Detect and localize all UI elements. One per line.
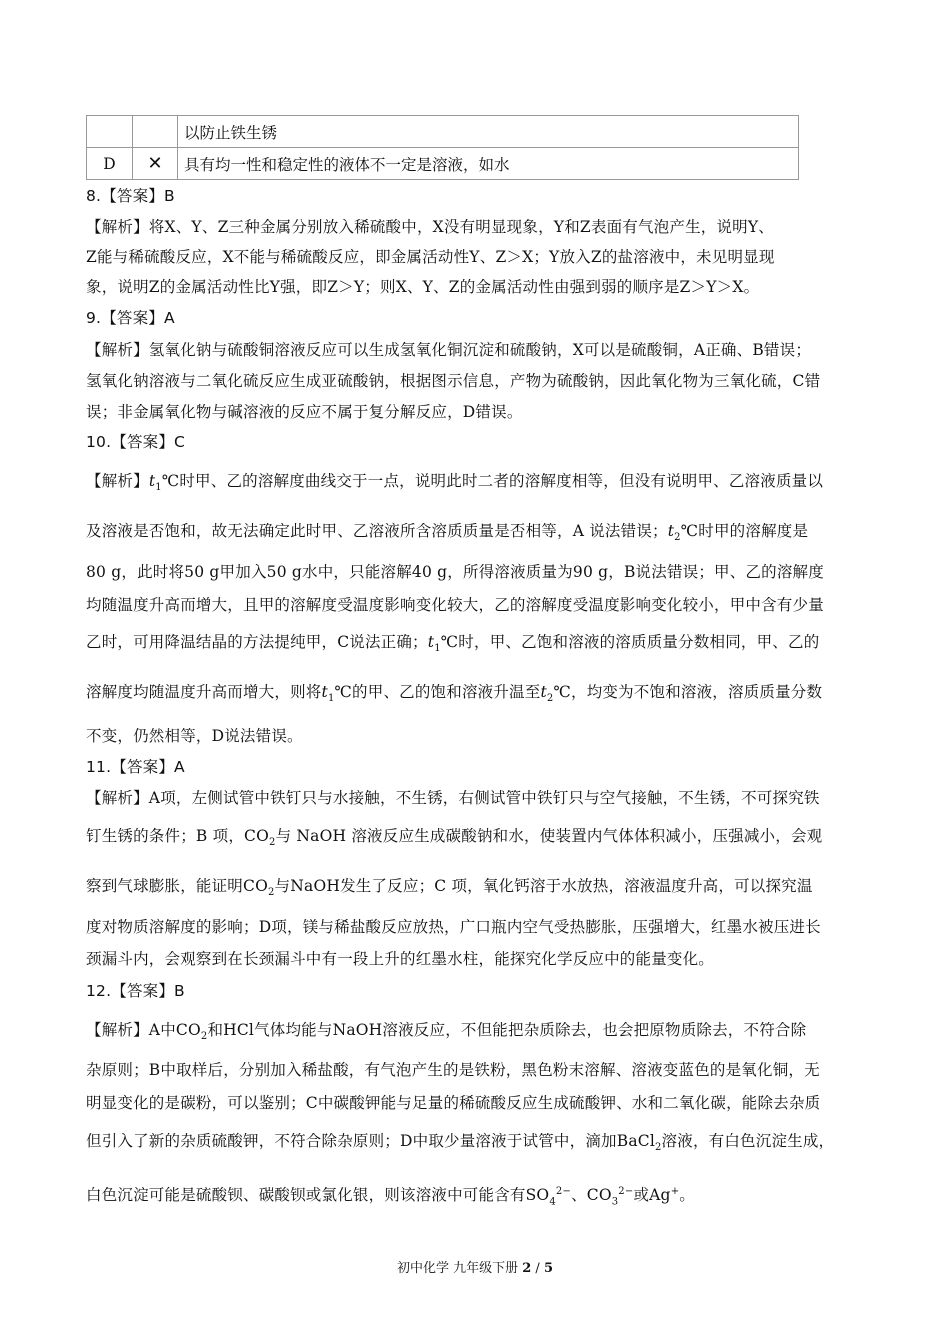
q8-line-2: Z能与稀硫酸反应，X不能与稀硫酸反应，即金属活动性Y、Z＞X；Y放入Z的盐溶液中，未见明显现 bbox=[86, 248, 775, 266]
q11-line-5: 颈漏斗内，会观察到在长颈漏斗中有一段上升的红墨水柱，能探究化学反应中的能量变化。 bbox=[86, 950, 715, 968]
table-cell-mark: ✕ bbox=[133, 148, 178, 180]
q8-line-1: 【解析】将X、Y、Z三种金属分别放入稀硫酸中，X没有明显现象，Y和Z表面有气泡产生，说明Y、 bbox=[86, 218, 775, 236]
q10-line-2: 及溶液是否饱和，故无法确定此时甲、乙溶液所含溶质质量是否相等，A 说法错误；$t_2℃$时甲的溶解度是 bbox=[86, 522, 809, 544]
q9-line-1: 【解析】氢氧化钠与硫酸铜溶液反应可以生成氢氧化铜沉淀和硫酸钠，X可以是硫酸铜，A正确、B错误； bbox=[86, 341, 812, 359]
q10-line-3: 80 g，此时将50 g甲加入50 g水中，只能溶解40 g，所得溶液质量为90 g，B说法错误；甲、乙的溶解度 bbox=[86, 563, 824, 581]
q12-line-1: 【解析】A中$CO_2$和HCl气体均能与NaOH溶液反应，不但能把杂质除去，也会把原物质除去，不符合除 bbox=[86, 1021, 807, 1043]
q8-answer: 8.【答案】B bbox=[86, 187, 175, 205]
q12-line-5: 白色沉淀可能是硫酸钡、碳酸钡或氯化银，则该溶液中可能含有$SO_4^{2-}$、$CO_3^{2-}$或Ag+。 bbox=[86, 1186, 695, 1208]
q11-line-3: 察到气球膨胀，能证明$CO_2$与NaOH发生了反应；C 项，氧化钙溶于水放热，溶液温度升高，可以探究温 bbox=[86, 877, 813, 899]
q10-line-5: 乙时，可用降温结晶的方法提纯甲，C说法正确；$t_1℃$时，甲、乙饱和溶液的溶质质量分数相同，甲、乙的 bbox=[86, 633, 820, 655]
q10-line-4: 均随温度升高而增大，且甲的溶解度受温度影响变化较大，乙的溶解度受温度影响变化较小，甲中含有少量 bbox=[86, 596, 824, 614]
answer-table bbox=[86, 115, 799, 180]
q8-line-3: 象，说明Z的金属活动性比Y强，即Z＞Y；则X、Y、Z的金属活动性由强到弱的顺序是Z＞Y＞X。 bbox=[86, 278, 760, 296]
page-total: 5 bbox=[543, 1261, 553, 1276]
table-cell-text: 以防止铁生锈 bbox=[178, 116, 799, 148]
q10-line-6: 溶解度均随温度升高而增大，则将$t_1℃$的甲、乙的饱和溶液升温至$t_2℃$，均变为不饱和溶液，溶质质量分数 bbox=[86, 683, 823, 705]
page-footer: 初中化学 九年级下册 2 / 5 bbox=[396, 1261, 553, 1276]
q9-line-3: 误；非金属氧化物与碱溶液的反应不属于复分解反应，D错误。 bbox=[86, 403, 523, 421]
q12-line-2: 杂原则；B中取样后，分别加入稀盐酸，有气泡产生的是铁粉，黑色粉末溶解、溶液变蓝色的是氧化铜，无 bbox=[86, 1061, 820, 1079]
q12-line-4: 但引入了新的杂质硫酸钾，不符合除杂原则；D中取少量溶液于试管中，滴加BaCl$_2$溶液，有白色沉淀生成， bbox=[86, 1132, 835, 1154]
q11-answer: 11.【答案】A bbox=[86, 758, 185, 776]
q12-answer: 12.【答案】B bbox=[86, 982, 185, 1000]
table-row bbox=[87, 148, 799, 180]
q11-line-1: 【解析】A项，左侧试管中铁钉只与水接触，不生锈，右侧试管中铁钉只与空气接触，不生锈，不可探究铁 bbox=[86, 789, 820, 807]
q10-answer: 10.【答案】C bbox=[86, 433, 186, 451]
table-cell-letter bbox=[87, 116, 133, 148]
table-cell-mark bbox=[133, 116, 178, 148]
page-number: 2 bbox=[522, 1261, 532, 1276]
q12-line-3: 明显变化的是碳粉，可以鉴别；C中碳酸钾能与足量的稀硫酸反应生成硫酸钾、水和二氧化碳，能除去杂质 bbox=[86, 1094, 821, 1112]
q11-line-2: 钉生锈的条件；B 项，$CO_2$与 NaOH 溶液反应生成碳酸钠和水，使装置内气体体积减小，压强减小，会观 bbox=[86, 827, 823, 849]
q11-line-4: 度对物质溶解度的影响；D项，镁与稀盐酸反应放热，广口瓶内空气受热膨胀，压强增大，红墨水被压进长 bbox=[86, 918, 821, 936]
q9-answer: 9.【答案】A bbox=[86, 309, 175, 327]
q10-line-1: 【解析】$t_1℃$时甲、乙的溶解度曲线交于一点，说明此时二者的溶解度相等，但没有说明甲、乙溶液质量以 bbox=[86, 472, 824, 494]
table-cell-text: 具有均一性和稳定性的液体不一定是溶液，如水 bbox=[178, 148, 799, 180]
q10-line-7: 不变，仍然相等，D说法错误。 bbox=[86, 727, 303, 745]
table-cell-letter: D bbox=[87, 148, 133, 180]
table-row bbox=[87, 116, 799, 148]
q9-line-2: 氢氧化钠溶液与二氧化硫反应生成亚硫酸钠，根据图示信息，产物为硫酸钠，因此氧化物为三氧化硫，C错 bbox=[86, 372, 821, 390]
